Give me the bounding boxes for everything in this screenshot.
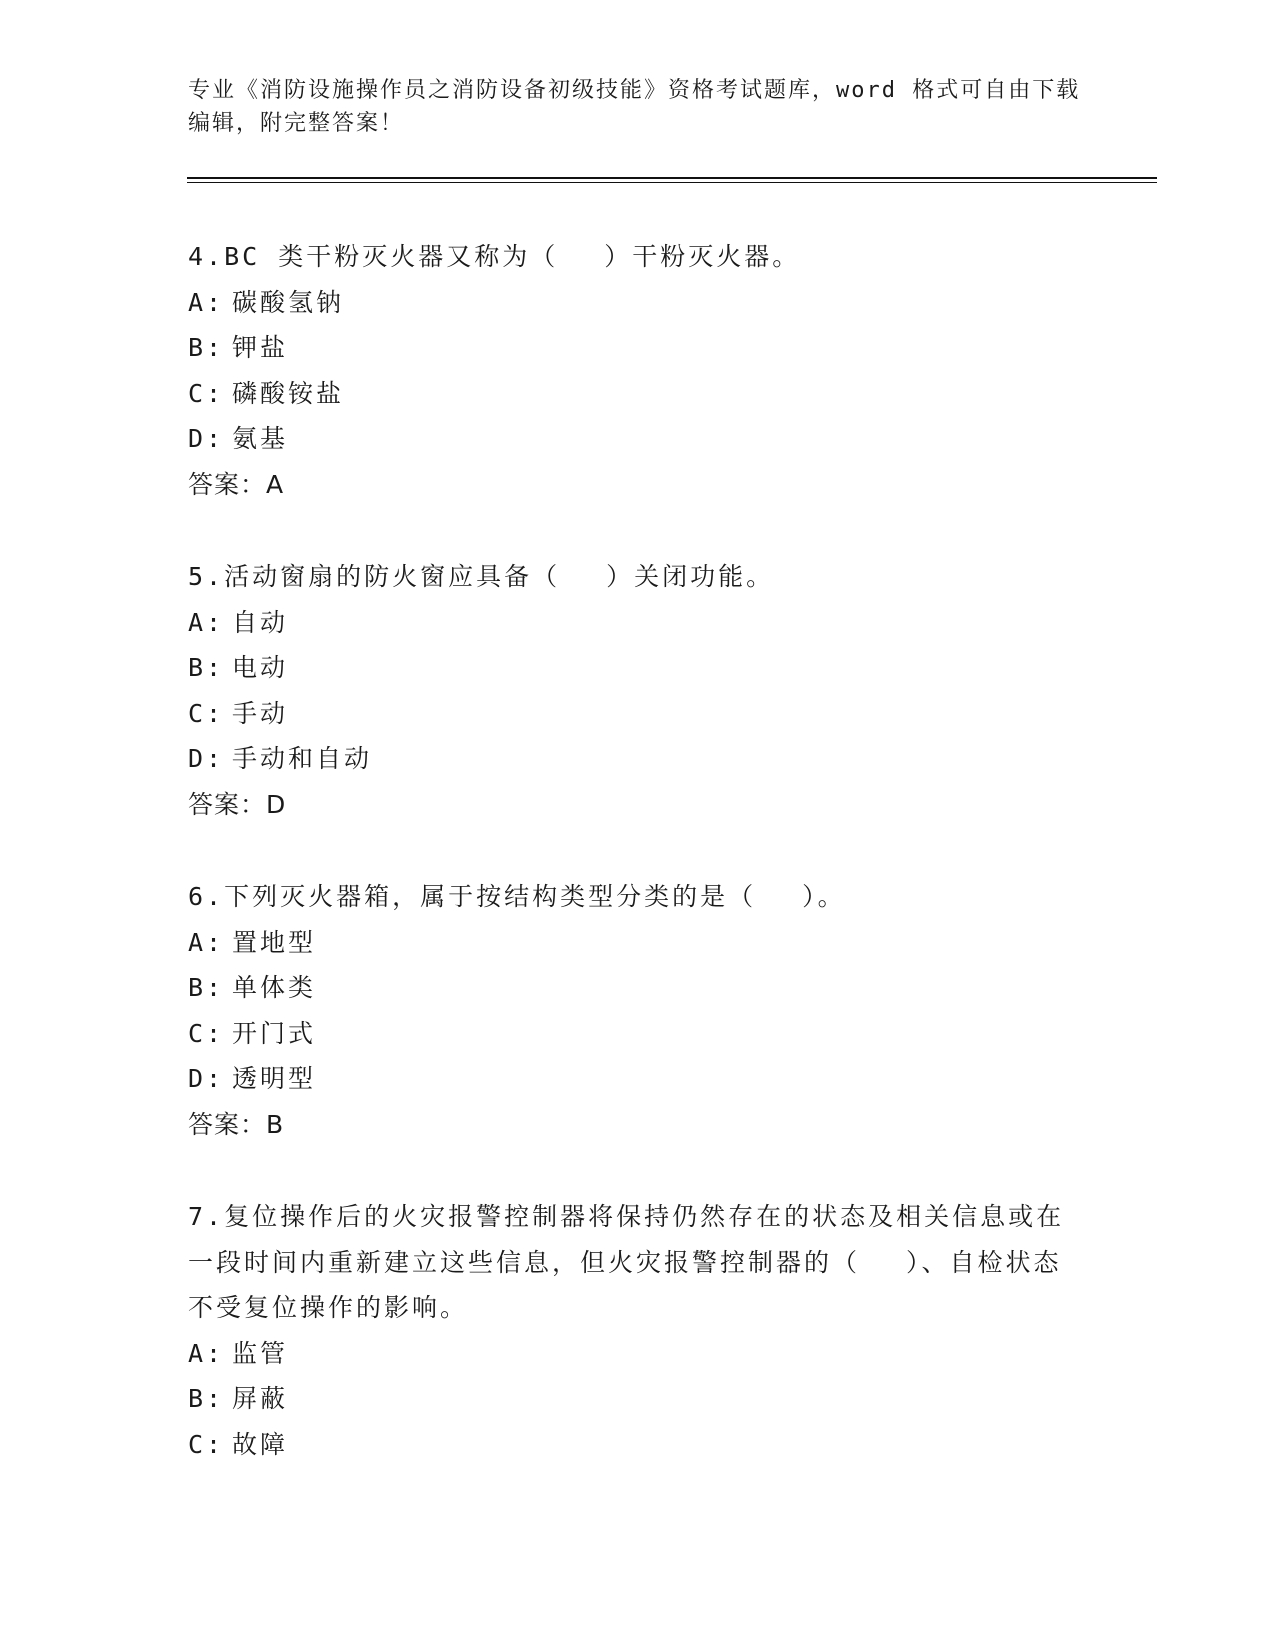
option-letter: D: [188,744,225,773]
option-a [188,600,1068,646]
question-stem: 7.复位操作后的火灾报警控制器将保持仍然存在的状态及相关信息或在一段时间内重新建立这些信息，但火灾报警控制器的（ ）、自检状态不受复位操作的影响。 [188,1202,1065,1322]
option-text: 钾盐 [232,333,289,362]
option-c [188,1011,1068,1057]
option-letter: A: [188,287,225,317]
option-letter: B: [188,333,225,362]
option-letter: B: [188,653,225,682]
option-text: 单体类 [232,973,317,1002]
header-divider-thin [187,182,1157,183]
option-text: 监管 [232,1338,289,1368]
option-text: 开门式 [232,1018,317,1048]
option-b [188,325,1068,371]
option-c [188,691,1068,737]
option-a [188,920,1068,966]
header-divider [187,177,1157,179]
option-d [188,1056,1068,1102]
option-text: 氨基 [232,424,289,453]
question-stem: 5.活动窗扇的防火窗应具备（ ）关闭功能。 [188,562,775,591]
question-stem: 6.下列灭火器箱，属于按结构类型分类的是（ ）。 [188,882,846,911]
option-d [188,736,1068,782]
option-text: 手动 [232,698,289,728]
option-c [188,371,1068,417]
option-text: 磷酸铵盐 [232,378,345,408]
question-stem: 4.BC 类干粉灭火器又称为（ ）干粉灭火器。 [188,242,801,271]
option-text: 置地型 [232,927,317,957]
option-letter: C: [188,378,225,408]
option-letter: D: [188,1064,225,1093]
option-text: 碳酸氢钠 [232,287,345,317]
option-a [188,1331,1068,1377]
option-letter: C: [188,1018,225,1048]
option-letter: C: [188,698,225,728]
option-d [188,416,1068,462]
option-a [188,280,1068,326]
option-b [188,1376,1068,1422]
option-text: 自动 [232,607,289,637]
document-header: 专业《消防设施操作员之消防设备初级技能》资格考试题库，word 格式可自由下载编辑，附完整答案！ [188,78,1081,136]
option-letter: B: [188,973,225,1002]
answer-line: 答案：B [188,1109,285,1139]
option-b [188,965,1068,1011]
option-letter: A: [188,927,225,957]
option-c [188,1422,1068,1468]
option-letter: A: [188,1338,225,1368]
answer-line: 答案：D [188,789,287,819]
option-b [188,645,1068,691]
option-text: 手动和自动 [232,744,373,773]
question-5 [188,554,1068,827]
option-text: 故障 [232,1429,289,1459]
answer-line: 答案：A [188,469,285,499]
question-6 [188,874,1068,1147]
option-text: 透明型 [232,1064,317,1093]
option-letter: A: [188,607,225,637]
option-text: 屏蔽 [232,1384,289,1413]
question-7 [188,1194,1068,1467]
question-4 [188,234,1068,507]
option-letter: D: [188,424,225,453]
option-text: 电动 [232,653,289,682]
option-letter: B: [188,1384,225,1413]
option-letter: C: [188,1429,225,1459]
